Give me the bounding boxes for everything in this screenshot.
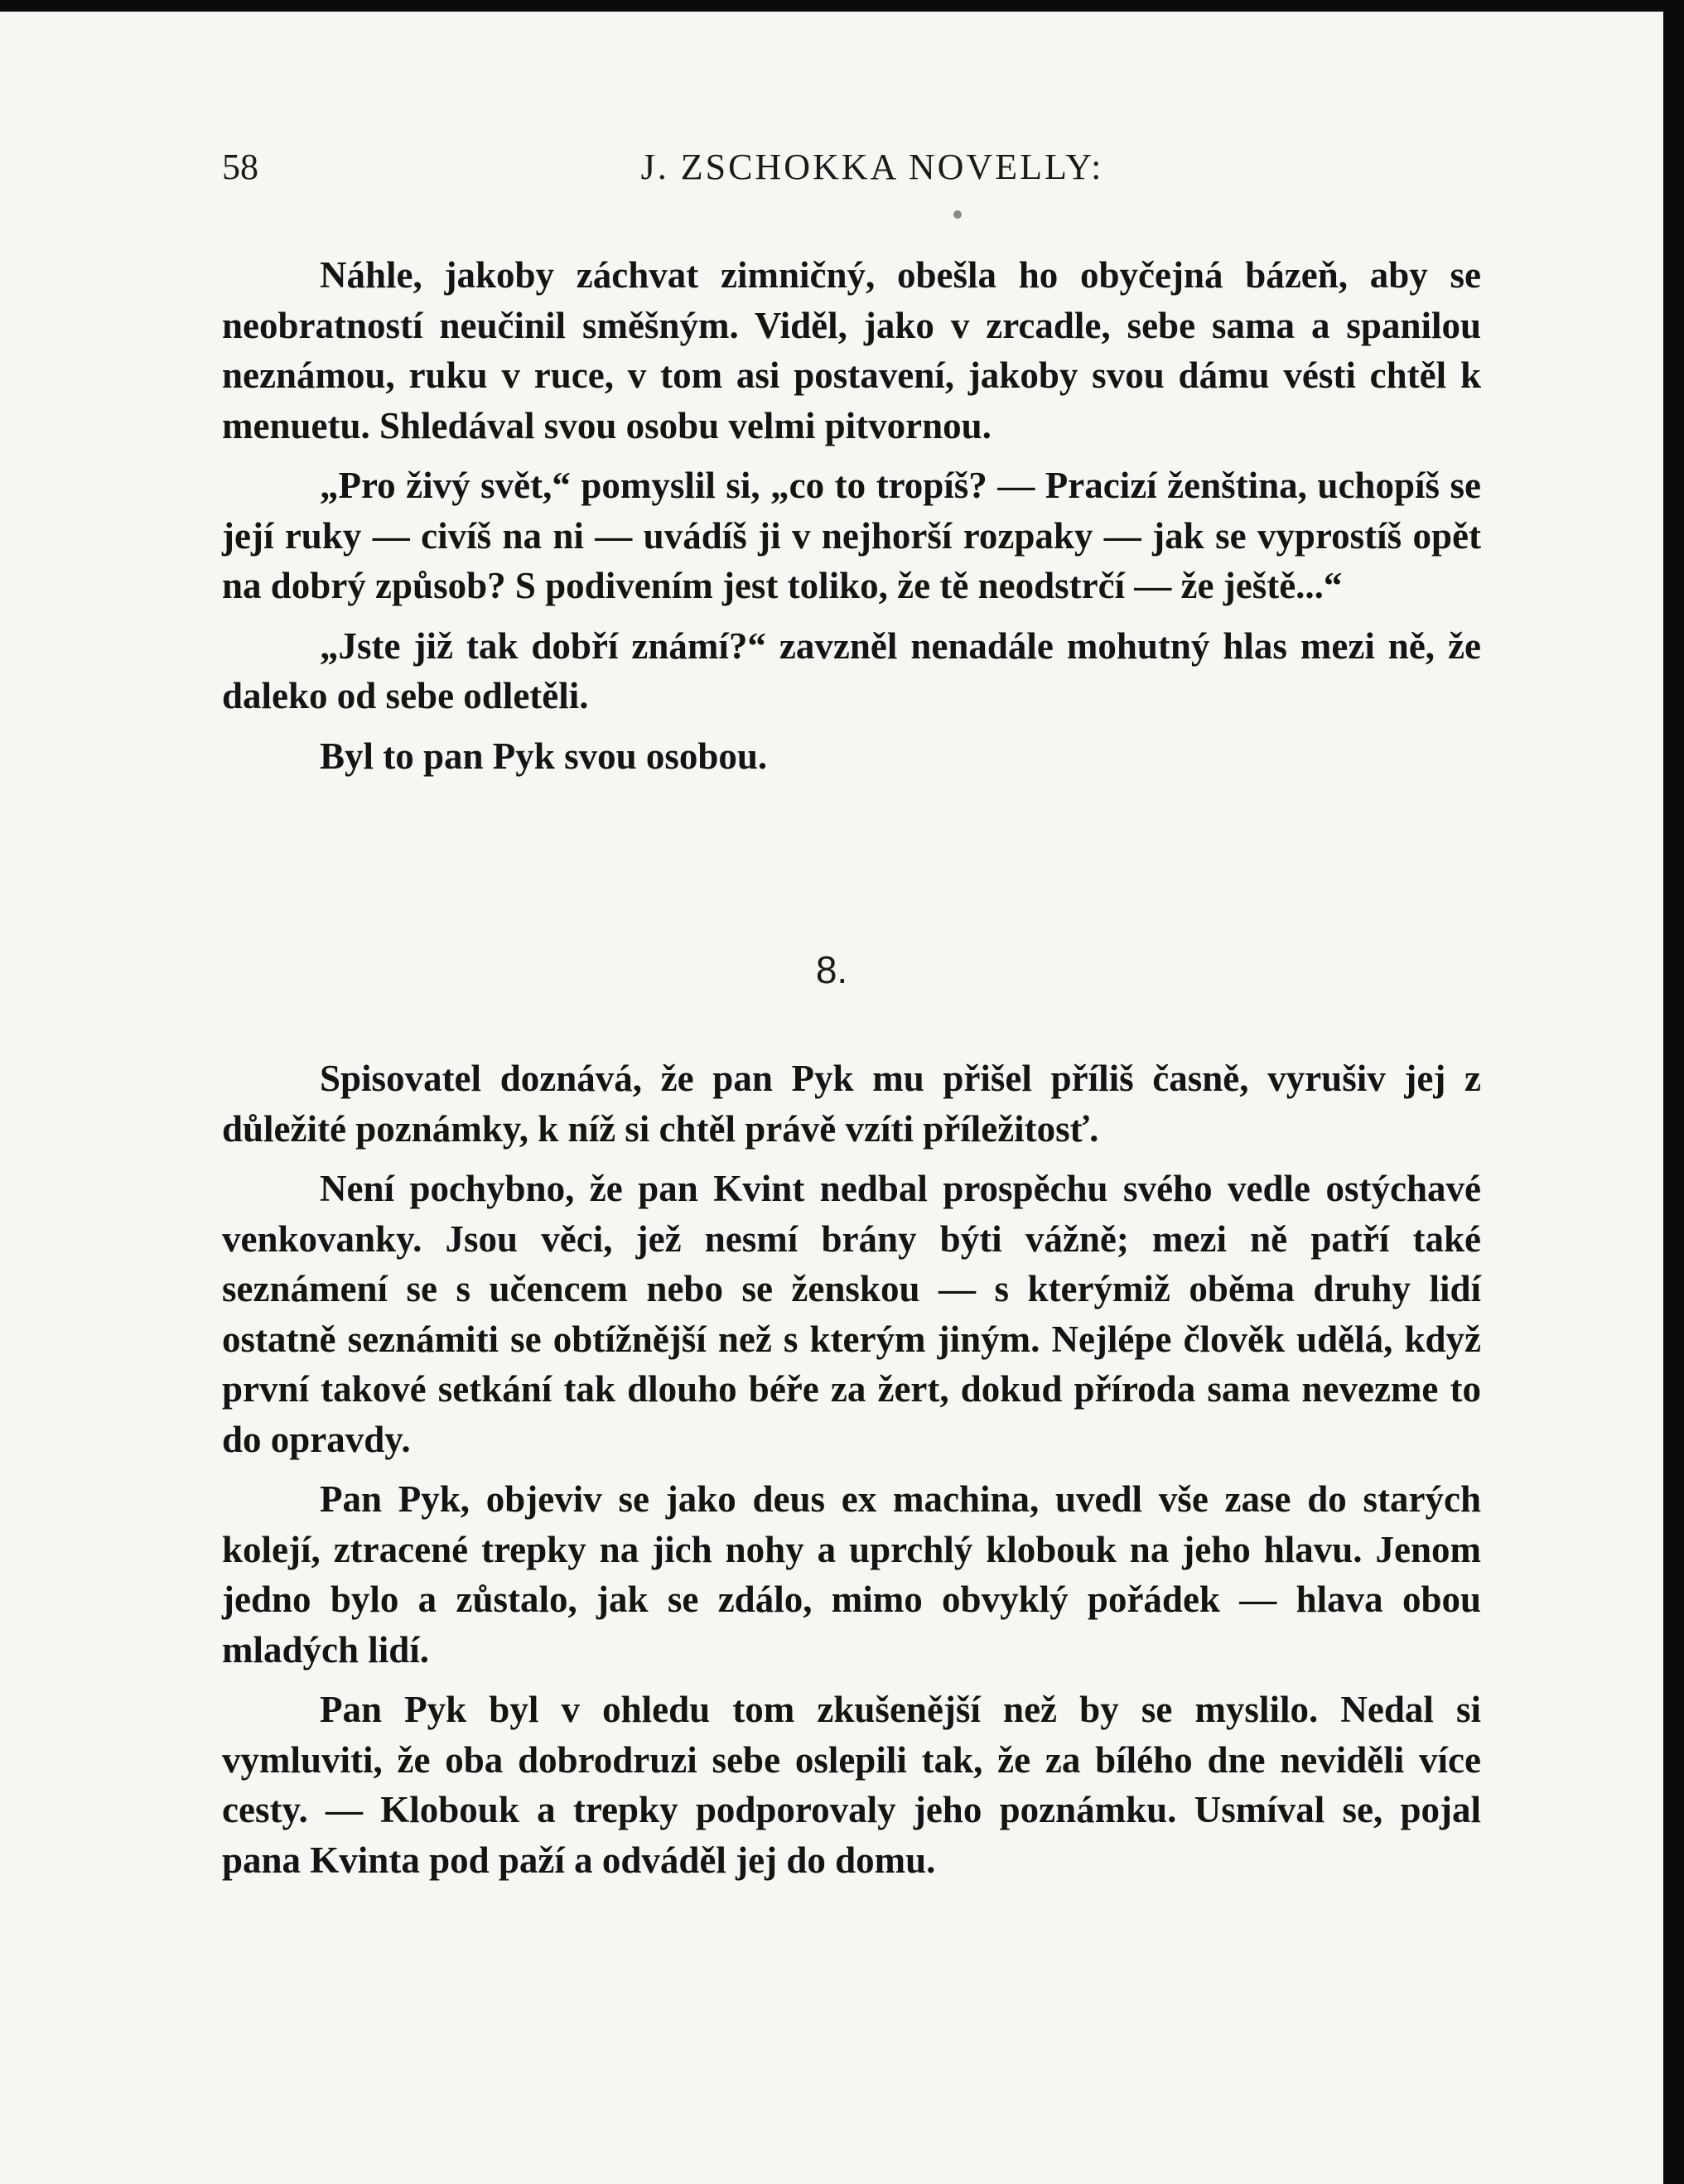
paragraph: Náhle, jakoby záchvat zimničný, obešla ho obyčejná bázeň, aby se neobratností neučinil směšným. Viděl, jako v zrcadle, sebe sama a spanilou neznámou, ruku v ruce, v tom asi postavení, jakoby svou dámu vésti chtěl k menuetu. Shledával svou osobu velmi pitvornou. [222, 254, 1481, 446]
running-title: J. ZSCHOKKA NOVELLY: [640, 147, 1104, 187]
text-block-top [222, 250, 1481, 791]
page-header [222, 146, 1489, 195]
section-number: 8. [815, 948, 848, 991]
text-block-bottom [222, 1053, 1481, 1895]
paragraph: „Pro živý svět,“ pomyslil si, „co to tropíš? — Pracizí ženština, uchopíš se její ruky — civíš na ni — uvádíš ji v nejhorší rozpaky — jak se vyprostíš opět na dobrý způsob? S podivením jest toliko, že tě neodstrčí — že ještě...“ [222, 465, 1481, 606]
paragraph: Pan Pyk byl v ohledu tom zkušenější než by se myslilo. Nedal si vymluviti, že oba dobrodruzi sebe oslepili tak, že za bílého dne neviděli více cesty. — Klobouk a trepky podporovaly jeho poznámku. Usmíval se, pojal pana Kvinta pod paží a odváděl jej do domu. [222, 1689, 1481, 1881]
paragraph: Pan Pyk, objeviv se jako deus ex machina, uvedl vše zase do starých kolejí, ztracené trepky na jich nohy a uprchlý klobouk na jeho hlavu. Jenom jedno bylo a zůstalo, jak se zdálo, mimo obvyklý pořádek — hlava obou mladých lidí. [222, 1478, 1481, 1671]
paragraph: Byl to pan Pyk svou osobou. [320, 735, 768, 777]
paragraph: Není pochybno, že pan Kvint nedbal prospěchu svého vedle ostýchavé venkovanky. Jsou věci, jež nesmí brány býti vážně; mezi ně patří také seznámení se s učencem nebo se ženskou — s kterýmiž oběma druhy lidí ostatně seznámiti se obtížnější než s kterým jiným. Nejlépe člověk udělá, když první takové setkání tak dlouho béře za žert, dokud příroda sama nevezme to do opravdy. [222, 1168, 1481, 1460]
ink-speck [953, 210, 962, 219]
book-page [0, 12, 1663, 2184]
page-number: 58 [222, 147, 258, 187]
paragraph: Spisovatel doznává, že pan Pyk mu přišel příliš časně, vyrušiv jej z důležité poznámky, k níž si chtěl právě vzíti příležitosť. [222, 1058, 1481, 1150]
scan-edge [1663, 0, 1684, 2184]
paragraph: „Jste již tak dobří známí?“ zavzněl nenadále mohutný hlas mezi ně, že daleko od sebe odletěli. [222, 624, 1481, 716]
